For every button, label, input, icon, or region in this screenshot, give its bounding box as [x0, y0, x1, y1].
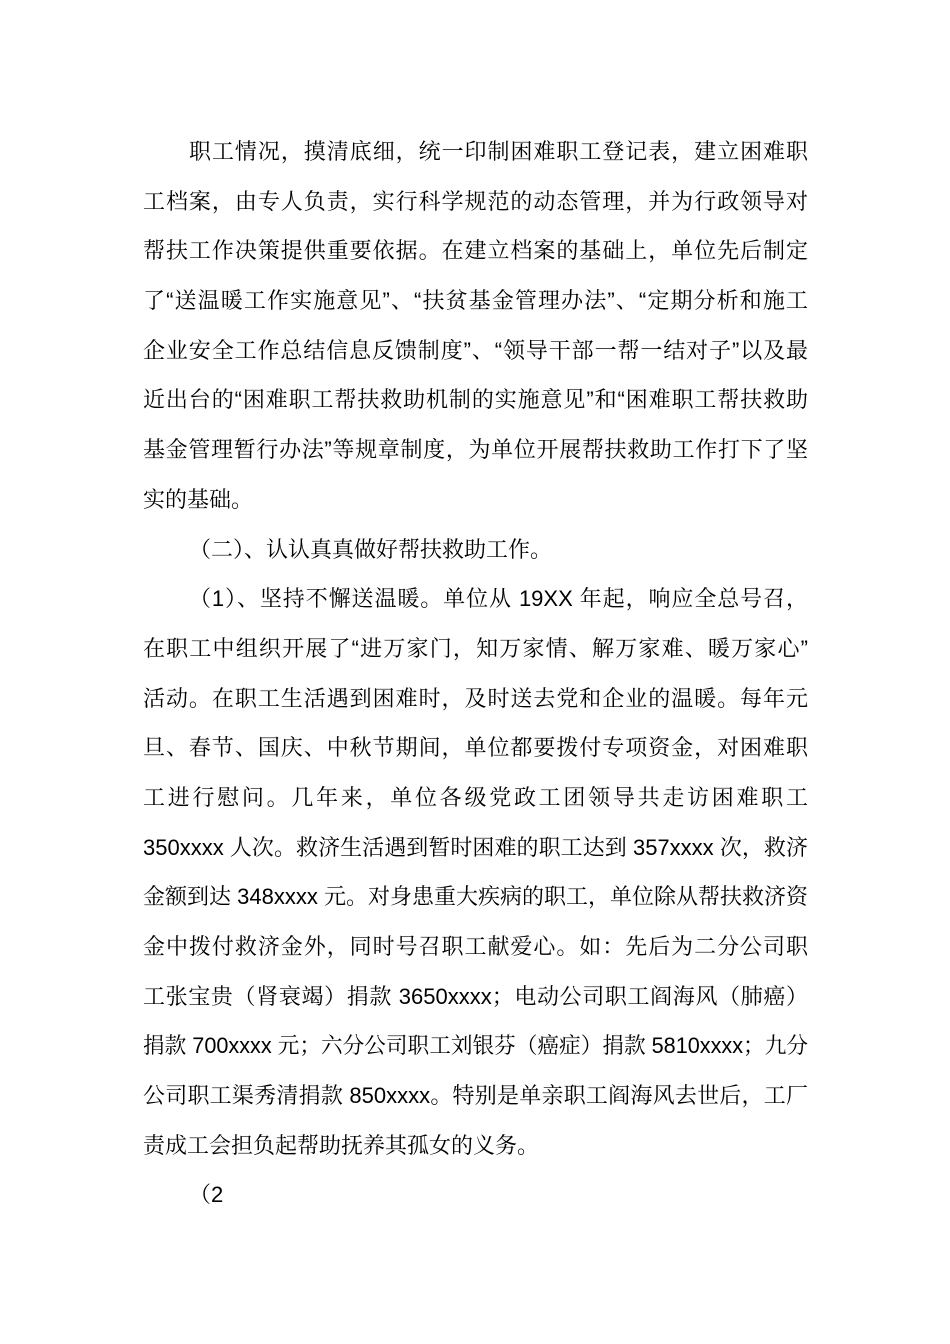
- text-line: 近出台的“困难职工帮扶救助机制的实施意见”和“困难职工帮扶救助: [143, 387, 808, 413]
- text-line: 实的基础。: [143, 486, 254, 512]
- section-heading: [143, 525, 808, 575]
- text-line: 在职工中组织开展了“进万家门，知万家情、解万家难、暖万家心”: [143, 635, 808, 661]
- text-line: 公司职工渠秀清捐款 850xxxx。特别是单亲职工阎海风去世后，工厂: [143, 1083, 808, 1109]
- document-body: [143, 127, 808, 1220]
- text-line: 了“送温暖工作实施意见”、“扶贫基金管理办法”、“定期分析和施工: [143, 288, 808, 314]
- paragraph-send-warmth: [143, 574, 808, 1170]
- text-line: 工进行慰问。几年来，单位各级党政工团领导共走访困难职工: [143, 784, 808, 810]
- text-line: 金中拨付救济金外，同时号召职工献爱心。如：先后为二分公司职: [143, 934, 808, 959]
- text-line: 捐款 700xxxx 元；六分公司职工刘银芬（癌症）捐款 5810xxxx；九分: [143, 1033, 808, 1059]
- text-line: 基金管理暂行办法”等规章制度，为单位开展帮扶救助工作打下了坚: [143, 437, 808, 463]
- text-line: 350xxxx 人次。救济生活遇到暂时困难的职工达到 357xxxx 次，救济: [143, 834, 808, 860]
- text-line: 企业安全工作总结信息反馈制度”、“领导干部一帮一结对子”以及最: [143, 337, 808, 363]
- text-line: 工张宝贵（肾衰竭）捐款 3650xxxx；电动公司职工阎海风（肺癌）: [143, 983, 808, 1009]
- text-line: （2: [189, 1182, 224, 1208]
- text-line: 活动。在职工生活遇到困难时，及时送去党和企业的温暖。每年元: [143, 685, 808, 711]
- paragraph-archives: [143, 127, 808, 525]
- text-line: 职工情况，摸清底细，统一印制困难职工登记表，建立困难职: [189, 139, 808, 164]
- heading-line: （二）、认认真真做好帮扶救助工作。: [189, 536, 553, 562]
- text-line: （1）、坚持不懈送温暖。单位从 19XX 年起，响应全总号召，: [189, 586, 808, 612]
- text-line: 金额到达 348xxxx 元。对身患重大疾病的职工，单位除从帮扶救济资: [143, 884, 808, 910]
- text-line: 工档案，由专人负责，实行科学规范的动态管理，并为行政领导对: [143, 188, 808, 214]
- text-line: 帮扶工作决策提供重要依据。在建立档案的基础上，单位先后制定: [143, 238, 808, 264]
- text-line: 责成工会担负起帮助抚养其孤女的义务。: [143, 1132, 540, 1158]
- text-line: 旦、春节、国庆、中秋节期间，单位都要拨付专项资金，对困难职: [143, 735, 808, 761]
- paragraph-fragment: [143, 1170, 808, 1220]
